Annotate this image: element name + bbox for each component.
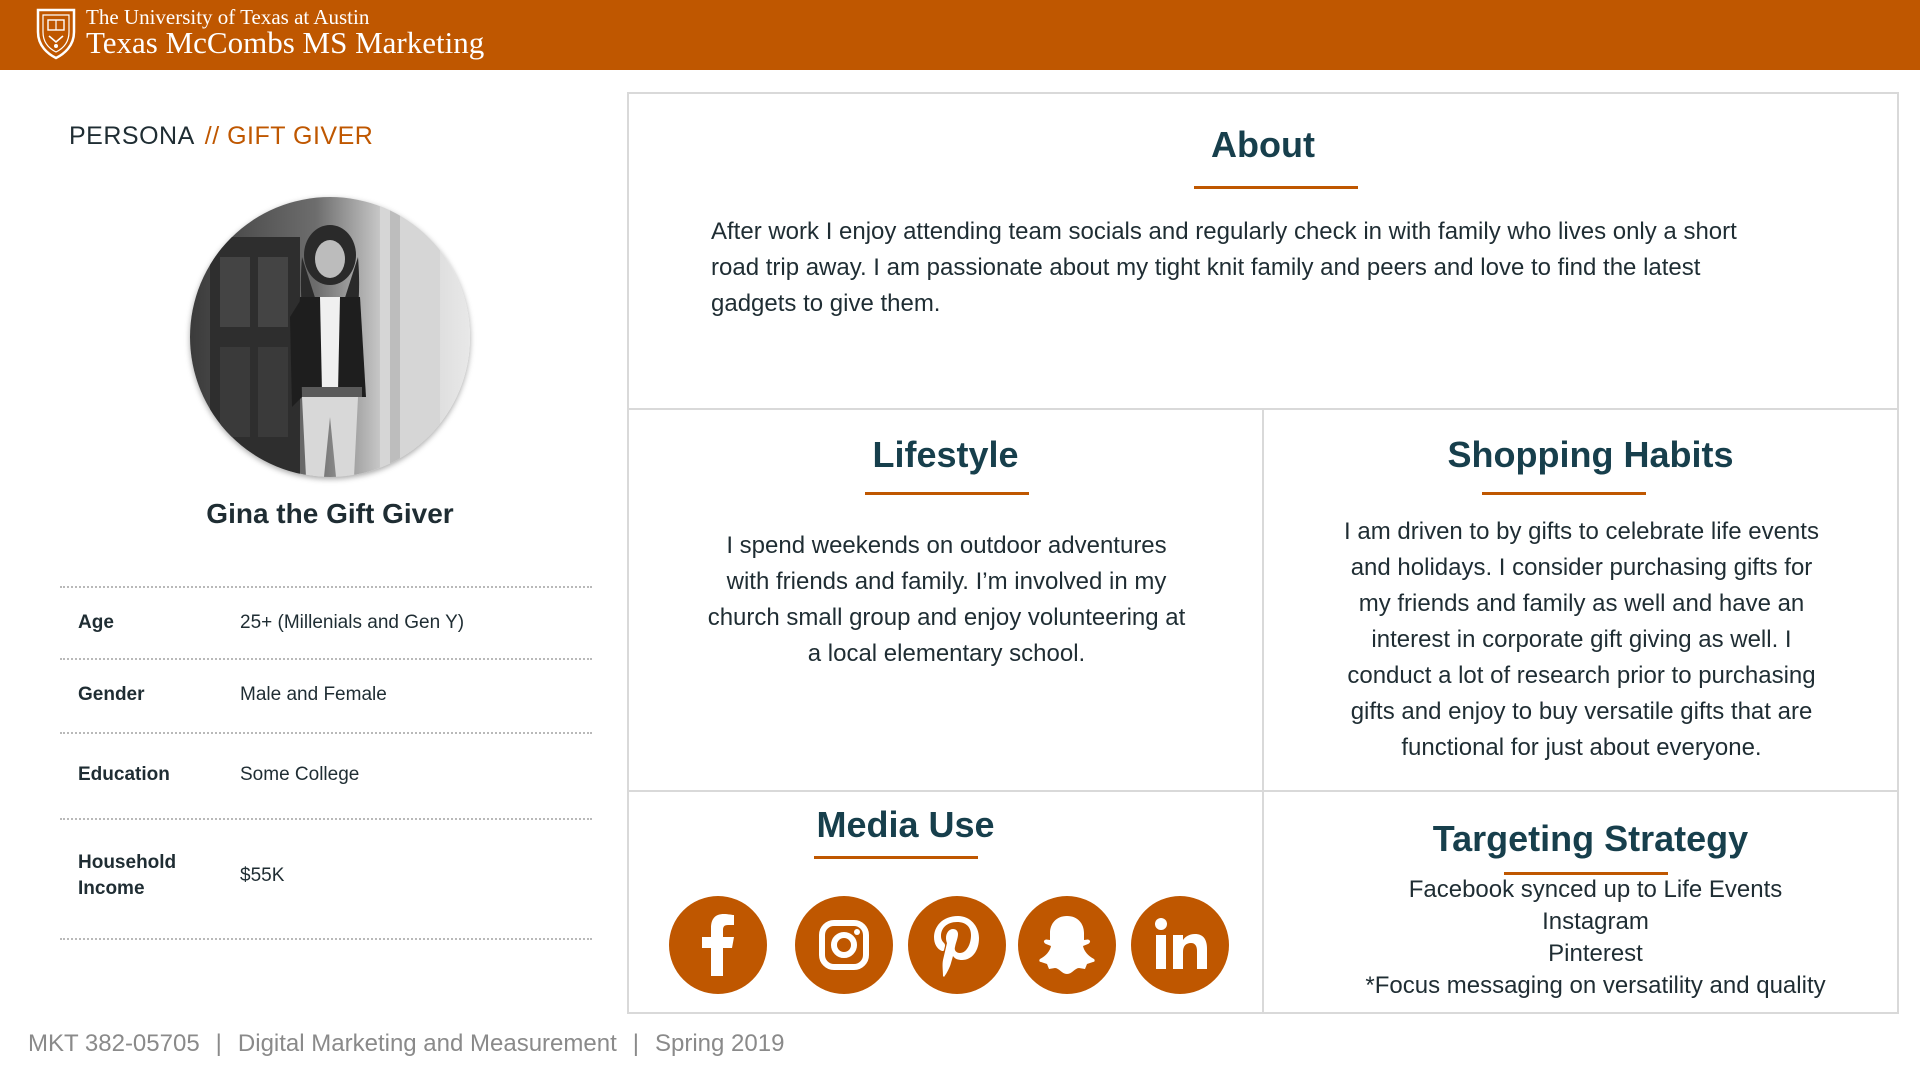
footer-separator: | <box>632 1030 639 1057</box>
lifestyle-text <box>639 528 1254 672</box>
education-value: Some College <box>240 764 360 785</box>
table-row <box>60 658 592 732</box>
shopping-line: conduct a lot of research prior to purchasing <box>1347 662 1816 689</box>
targeting-line: Pinterest <box>1548 940 1643 967</box>
shopping-panel <box>1262 408 1899 792</box>
targeting-text <box>1279 874 1912 1002</box>
shopping-text <box>1274 514 1889 766</box>
age-label: Age <box>78 612 114 633</box>
portrait-image <box>190 197 470 477</box>
about-line: After work I enjoy attending team socials and regularly check in with family who lives only a short <box>711 218 1737 245</box>
about-text <box>711 214 1861 322</box>
shopping-line: functional for just about everyone. <box>1401 734 1762 761</box>
lifestyle-panel <box>627 408 1264 792</box>
targeting-line: Instagram <box>1542 908 1649 935</box>
age-value: 25+ (Millenials and Gen Y) <box>240 612 465 633</box>
media-panel <box>627 790 1264 1014</box>
shopping-line: my friends and family as well and have an <box>1358 590 1805 617</box>
snapchat-icon[interactable] <box>1018 896 1116 994</box>
course-title: Digital Marketing and Measurement <box>237 1030 617 1057</box>
persona-title <box>69 122 373 151</box>
instagram-icon[interactable] <box>795 896 893 994</box>
shopping-line: interest in corporate gift giving as well. I <box>1371 626 1792 653</box>
targeting-line: *Focus messaging on versatility and quality <box>1365 972 1826 999</box>
persona-portrait <box>190 197 470 477</box>
shopping-line: and holidays. I consider purchasing gifts for <box>1350 554 1813 581</box>
media-underline <box>814 856 978 859</box>
lifestyle-line: church small group and enjoy volunteering at <box>707 604 1186 631</box>
persona-tag: // GIFT GIVER <box>204 122 374 150</box>
about-panel <box>627 92 1899 410</box>
education-label: Education <box>78 764 170 785</box>
ut-seal-icon <box>34 6 78 60</box>
persona-label: PERSONA <box>69 122 195 150</box>
facebook-icon[interactable] <box>669 896 767 994</box>
linkedin-icon[interactable] <box>1131 896 1229 994</box>
lifestyle-underline <box>865 492 1029 495</box>
shopping-line: I am driven to by gifts to celebrate life events <box>1344 518 1819 545</box>
income-label-line1: Household <box>78 852 177 873</box>
gender-value: Male and Female <box>240 684 387 705</box>
program-name: Texas McCombs MS Marketing <box>86 25 485 60</box>
targeting-panel <box>1262 790 1899 1014</box>
header-bar <box>0 0 1920 70</box>
footer-separator: | <box>215 1030 222 1057</box>
table-row <box>60 586 592 658</box>
persona-name: Gina the Gift Giver <box>206 498 454 529</box>
course-code: MKT 382-05705 <box>28 1030 200 1057</box>
footer <box>28 1030 784 1058</box>
course-term: Spring 2019 <box>654 1030 785 1057</box>
income-label <box>78 850 176 902</box>
income-label-line2: Income <box>78 878 145 899</box>
institution-name: The University of Texas at Austin <box>86 5 370 29</box>
targeting-line: Facebook synced up to Life Events <box>1408 876 1783 903</box>
gender-label: Gender <box>78 684 145 705</box>
about-line: road trip away. I am passionate about my tight knit family and peers and love to find the latest <box>711 254 1701 281</box>
income-value: $55K <box>240 865 285 886</box>
social-icons <box>629 896 1262 996</box>
demographics-table <box>60 586 592 940</box>
targeting-heading: Targeting Strategy <box>1432 818 1749 859</box>
about-line: gadgets to give them. <box>711 290 941 317</box>
about-heading: About <box>1211 124 1315 165</box>
shopping-heading: Shopping Habits <box>1447 434 1734 475</box>
lifestyle-line: with friends and family. I’m involved in my <box>726 568 1167 595</box>
about-underline <box>1194 186 1358 189</box>
table-row <box>60 818 592 940</box>
lifestyle-line: a local elementary school. <box>807 640 1086 667</box>
shopping-line: gifts and enjoy to buy versatile gifts that are <box>1350 698 1813 725</box>
lifestyle-line: I spend weekends on outdoor adventures <box>726 532 1167 559</box>
lifestyle-heading: Lifestyle <box>872 434 1019 475</box>
media-heading: Media Use <box>816 804 995 845</box>
pinterest-icon[interactable] <box>908 896 1006 994</box>
table-row <box>60 732 592 818</box>
shopping-underline <box>1482 492 1646 495</box>
